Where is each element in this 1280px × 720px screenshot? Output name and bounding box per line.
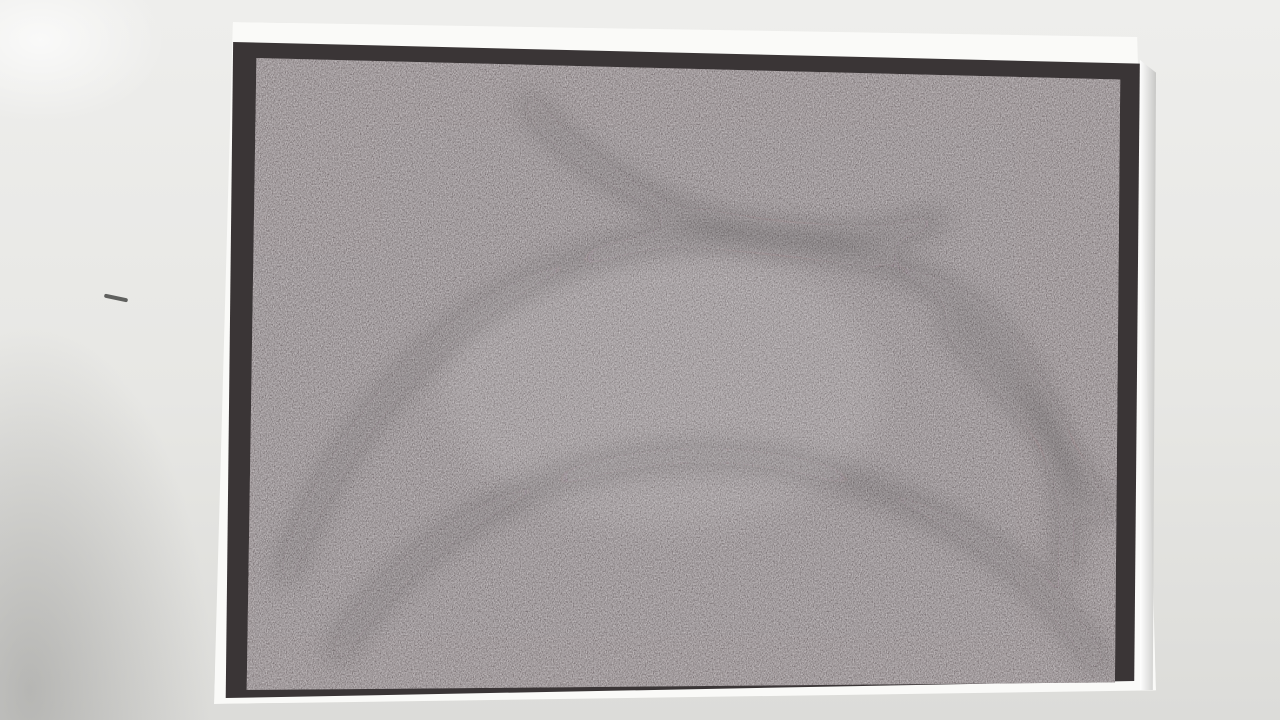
- crayon-texture-area: [244, 58, 1130, 690]
- light-patch: [444, 248, 884, 528]
- table-mark: [104, 294, 128, 303]
- crayon-texture-svg: [244, 58, 1130, 690]
- paper-curl-edge: [1140, 60, 1156, 690]
